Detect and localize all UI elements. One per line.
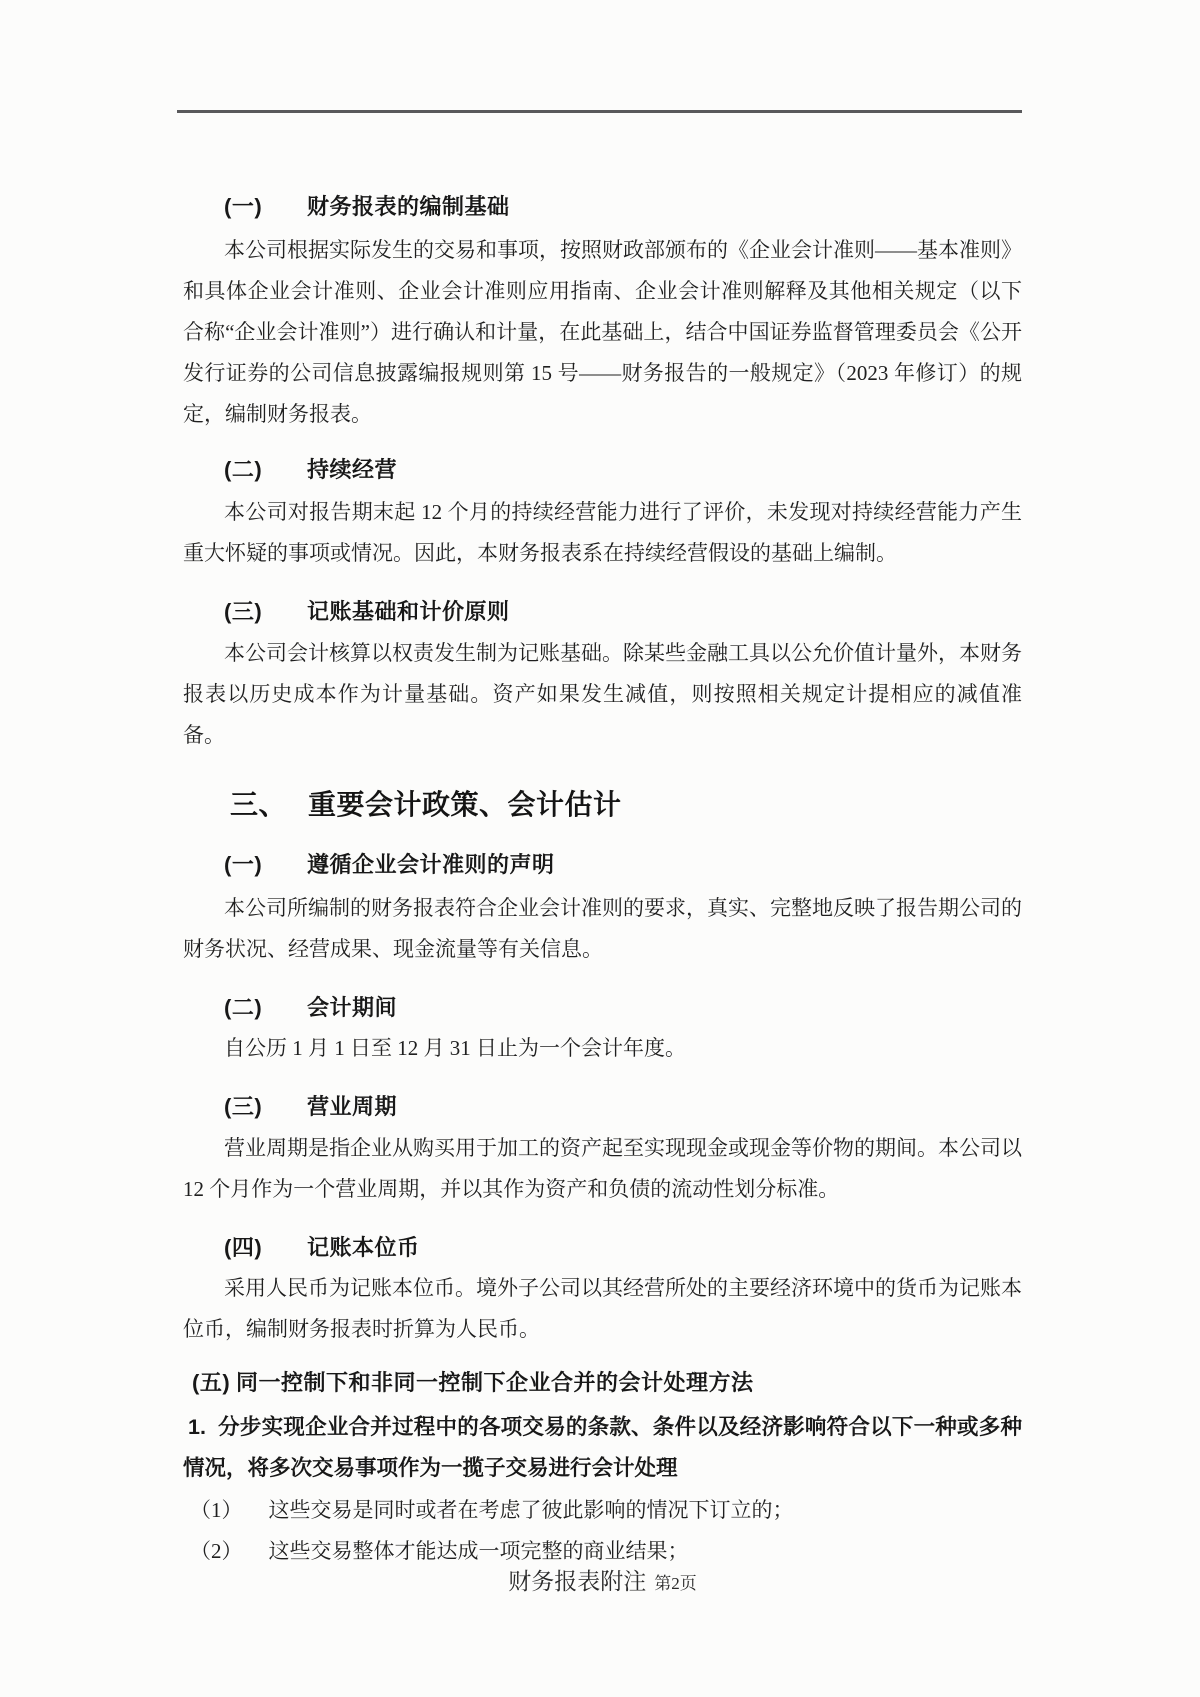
- heading-label: 重要会计政策、会计估计: [308, 789, 622, 820]
- page-footer: [183, 1561, 1022, 1605]
- item-number: 1.: [188, 1415, 206, 1439]
- numbered-item-1: [183, 1407, 1022, 1489]
- list-item-1: [183, 1490, 1022, 1531]
- item-number: （1）: [190, 1498, 243, 1522]
- section-heading-basis: [183, 186, 1022, 227]
- item-text: 这些交易是同时或者在考虑了彼此影响的情况下订立的；: [268, 1498, 794, 1522]
- item-text: 这些交易整体才能达成一项完整的商业结果；: [268, 1539, 689, 1563]
- item-number: （2）: [190, 1539, 243, 1563]
- paragraph-going-concern: 本公司对报告期末起 12 个月的持续经营能力进行了评价，未发现对持续经营能力产生重大怀疑的事项或情况。因此，本财务报表系在持续经营假设的基础上编制。: [183, 500, 1022, 565]
- section-heading-merger: [183, 1362, 1022, 1403]
- section-heading-cycle: [183, 1086, 1022, 1127]
- paragraph-currency: 采用人民币为记账本位币。境外子公司以其经营所处的主要经济环境中的货币为记账本位币，编制财务报表时折算为人民币。: [183, 1276, 1022, 1341]
- heading-label: 同一控制下和非同一控制下企业合并的会计处理方法: [236, 1370, 754, 1395]
- section-heading-compliance: [183, 844, 1022, 885]
- section-heading-accounting-basis: [183, 591, 1022, 632]
- heading-label: 记账基础和计价原则: [307, 599, 510, 624]
- section-heading-going-concern: [183, 449, 1022, 490]
- heading-label: 会计期间: [307, 995, 398, 1020]
- footer-title: 财务报表附注: [508, 1569, 647, 1594]
- heading-number: (三): [224, 599, 263, 624]
- heading-number: (一): [224, 194, 263, 219]
- heading-number: (一): [224, 852, 263, 877]
- paragraph-compliance: 本公司所编制的财务报表符合企业会计准则的要求，真实、完整地反映了报告期公司的财务状况、经营成果、现金流量等有关信息。: [183, 896, 1022, 961]
- heading-number: 三、: [230, 789, 288, 820]
- heading-number: (五): [192, 1370, 231, 1395]
- heading-number: (二): [224, 457, 263, 482]
- footer-page-number: 第2页: [654, 1574, 697, 1593]
- chapter-heading-policies: [183, 782, 1022, 828]
- heading-number: (二): [224, 995, 263, 1020]
- heading-number: (三): [224, 1094, 263, 1119]
- section-heading-period: [183, 987, 1022, 1028]
- heading-label: 记账本位币: [307, 1235, 420, 1260]
- heading-number: (四): [224, 1235, 263, 1260]
- section-heading-currency: [183, 1227, 1022, 1268]
- heading-label: 财务报表的编制基础: [307, 194, 510, 219]
- paragraph-accounting-basis: 本公司会计核算以权责发生制为记账基础。除某些金融工具以公允价值计量外，本财务报表以历史成本作为计量基础。资产如果发生减值，则按照相关规定计提相应的减值准备。: [183, 641, 1022, 747]
- heading-label: 营业周期: [307, 1094, 398, 1119]
- document-content: [183, 113, 1022, 1572]
- paragraph-cycle: 营业周期是指企业从购买用于加工的资产起至实现现金或现金等价物的期间。本公司以 12 个月作为一个营业周期，并以其作为资产和负债的流动性划分标准。: [183, 1136, 1022, 1201]
- heading-label: 遵循企业会计准则的声明: [307, 852, 555, 877]
- item-text: 分步实现企业合并过程中的各项交易的条款、条件以及经济影响符合以下一种或多种情况，将多次交易事项作为一揽子交易进行会计处理: [183, 1415, 1022, 1480]
- paragraph-period: 自公历 1 月 1 日至 12 月 31 日止为一个会计年度。: [224, 1036, 686, 1060]
- heading-label: 持续经营: [307, 457, 398, 482]
- paragraph-basis: 本公司根据实际发生的交易和事项，按照财政部颁布的《企业会计准则——基本准则》和具体企业会计准则、企业会计准则应用指南、企业会计准则解释及其他相关规定（以下合称“企业会计准则”）进行确认和计量，在此基础上，结合中国证券监督管理委员会《公开发行证券的公司信息披露编报规则第 15 号——财务报告的一般规定》（2023 年修订）的规定，编制财务报表。: [183, 238, 1022, 426]
